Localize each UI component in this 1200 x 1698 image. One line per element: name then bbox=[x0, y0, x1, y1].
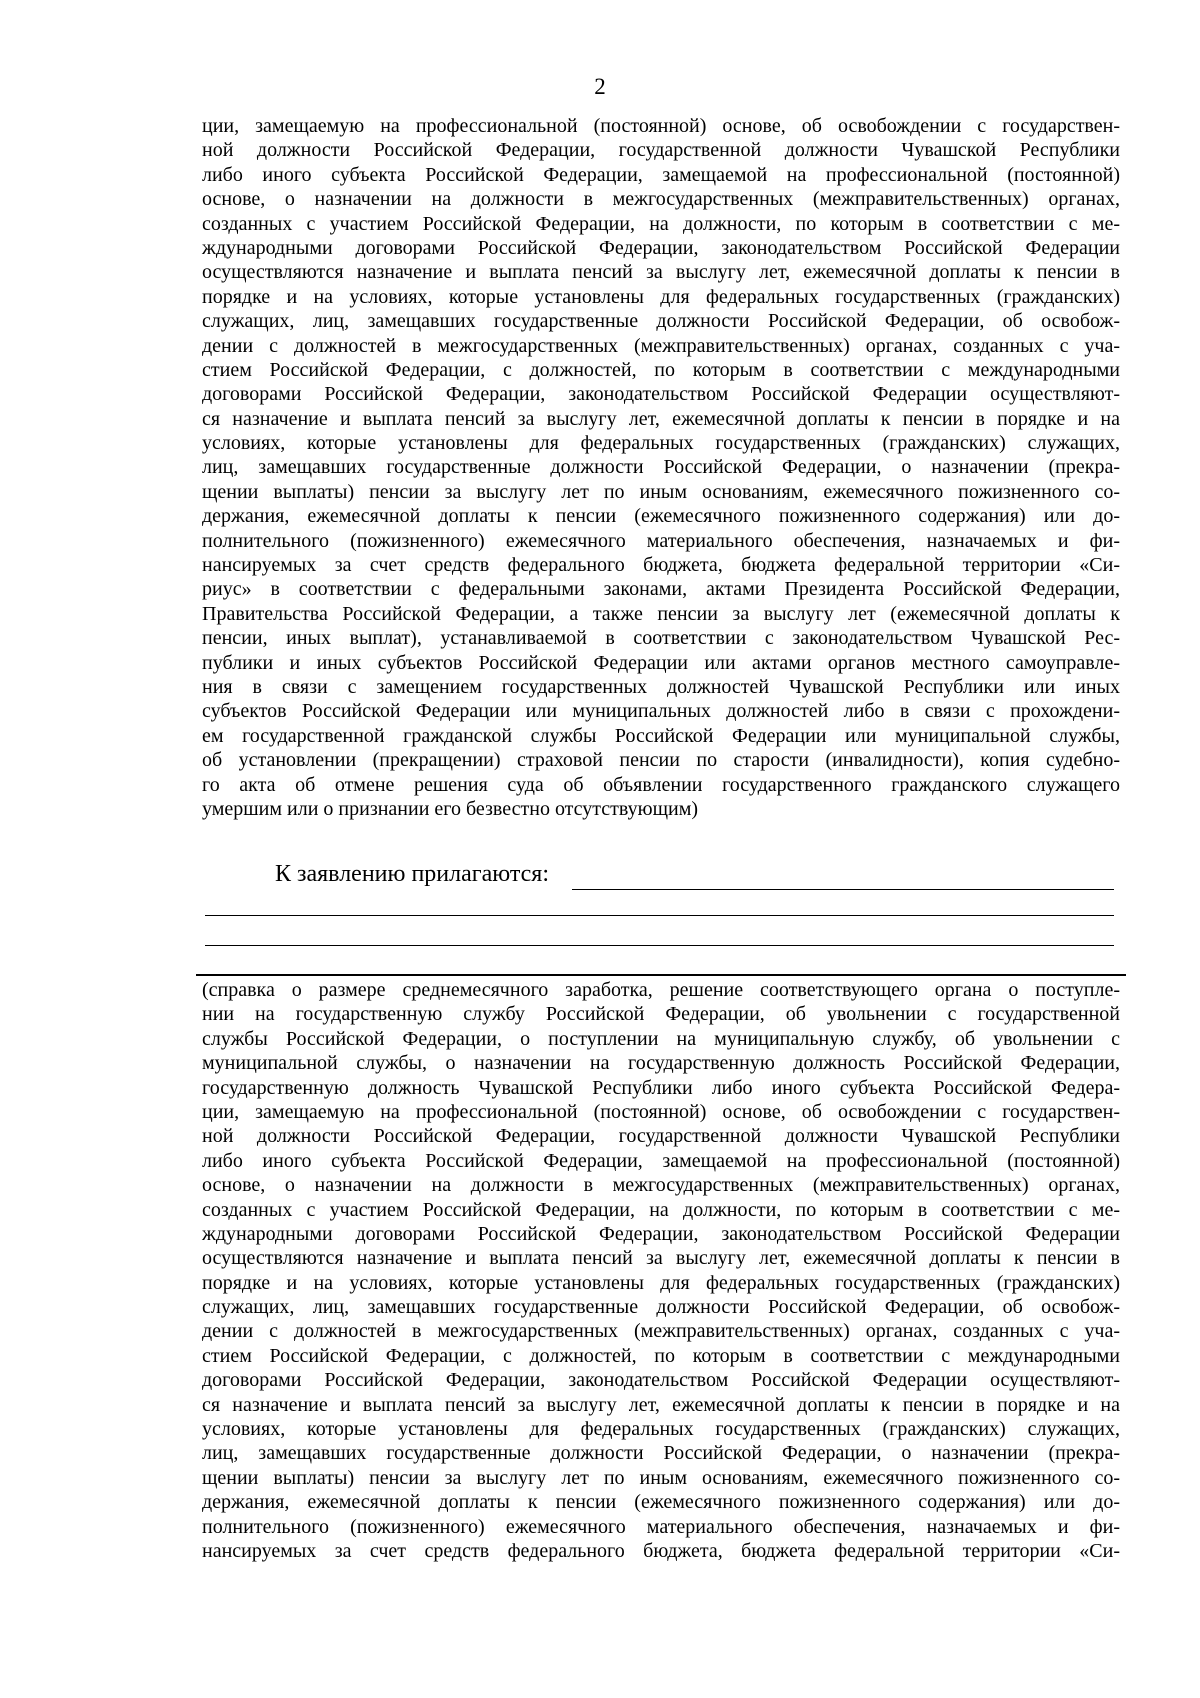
text-line: щении выплаты) пенсии за выслугу лет по иным основаниям, ежемесячного пожизненного со- bbox=[202, 480, 1120, 503]
text-line: ждународными договорами Российской Федерации, законодательством Российской Федерации bbox=[202, 236, 1120, 259]
text-line: ции, замещаемую на профессиональной (постоянной) основе, об освобождении с государствен- bbox=[202, 115, 1120, 137]
text-line: нии на государственную службу Российской Федерации, об увольнении с государственной bbox=[202, 1003, 1120, 1026]
text-line: созданных с участием Российской Федерации, на должности, по которым в соответствии с ме- bbox=[202, 212, 1120, 235]
text-line: договорами Российской Федерации, законодательством Российской Федерации осуществляют- bbox=[202, 1369, 1120, 1392]
text-line: держания, ежемесячной доплаты к пенсии (ежемесячного пожизненного содержания) или до- bbox=[202, 505, 1120, 528]
text-line: лиц, замещавших государственные должности Российской Федерации, о назначении (прекра- bbox=[202, 456, 1120, 479]
text-line: щении выплаты) пенсии за выслугу лет по иным основаниям, ежемесячного пожизненного со- bbox=[202, 1466, 1120, 1489]
text-line: (справка о размере среднемесячного заработка, решение соответствующего органа о поступле- bbox=[202, 979, 1120, 1001]
text-line: ся назначение и выплата пенсий за выслугу лет, ежемесячной доплаты к пенсии в порядке и на bbox=[202, 407, 1120, 430]
text-line: стием Российской Федерации, с должностей, по которым в соответствии с международными bbox=[202, 1344, 1120, 1367]
text-line: ции, замещаемую на профессиональной (постоянной) основе, об освобождении с государствен- bbox=[202, 1100, 1120, 1123]
text-line: ся назначение и выплата пенсий за выслугу лет, ежемесячной доплаты к пенсии в порядке и на bbox=[202, 1393, 1120, 1416]
page-number: 2 bbox=[594, 74, 606, 99]
text-line: порядке и на условиях, которые установлены для федеральных государственных (гражданских) bbox=[202, 285, 1120, 308]
text-line: осуществляются назначение и выплата пенсий за выслугу лет, ежемесячной доплаты к пенсии в bbox=[202, 261, 1120, 284]
text-line: основе, о назначении на должности в межгосударственных (межправительственных) органах, bbox=[202, 188, 1120, 211]
text-line: договорами Российской Федерации, законодательством Российской Федерации осуществляют- bbox=[202, 383, 1120, 406]
text-line: субъектов Российской Федерации или муниципальных должностей либо в связи с прохождени- bbox=[202, 700, 1120, 723]
text-line: ной должности Российской Федерации, государственной должности Чувашской Республики bbox=[202, 1125, 1120, 1148]
text-line: условиях, которые установлены для федеральных государственных (гражданских) служащих, bbox=[202, 432, 1120, 455]
text-line: служащих, лиц, замещавших государственные должности Российской Федерации, об освобож- bbox=[202, 310, 1120, 333]
attachments-fill-line[interactable] bbox=[196, 974, 1126, 976]
text-line: дении с должностей в межгосударственных (межправительственных) органах, созданных с уча- bbox=[202, 334, 1120, 357]
text-line: ной должности Российской Федерации, государственной должности Чувашской Республики bbox=[202, 139, 1120, 162]
text-line: либо иного субъекта Российской Федерации, замещаемой на профессиональной (постоянной) bbox=[202, 1149, 1120, 1172]
attachments-fill-line[interactable] bbox=[572, 889, 1114, 890]
attachments-label: К заявлению прилагаются: bbox=[275, 861, 550, 887]
text-line: дении с должностей в межгосударственных (межправительственных) органах, созданных с уча- bbox=[202, 1320, 1120, 1343]
text-line: созданных с участием Российской Федерации, на должности, по которым в соответствии с ме- bbox=[202, 1198, 1120, 1221]
text-line: либо иного субъекта Российской Федерации, замещаемой на профессиональной (постоянной) bbox=[202, 163, 1120, 186]
text-line: об установлении (прекращении) страховой пенсии по старости (инвалидности), копия судебно- bbox=[202, 749, 1120, 772]
text-line: риус» в соответствии с федеральными законами, актами Президента Российской Федерации, bbox=[202, 578, 1120, 601]
text-line: осуществляются назначение и выплата пенсий за выслугу лет, ежемесячной доплаты к пенсии в bbox=[202, 1247, 1120, 1270]
text-line: лиц, замещавших государственные должности Российской Федерации, о назначении (прекра- bbox=[202, 1442, 1120, 1465]
top-paragraph bbox=[202, 114, 1120, 821]
attachments-hint-paragraph bbox=[202, 978, 1120, 1563]
text-line: нансируемых за счет средств федерального бюджета, бюджета федеральной территории «Си- bbox=[202, 554, 1120, 577]
text-line: го акта об отмене решения суда об объявлении государственного гражданского служащего bbox=[202, 773, 1120, 796]
text-line: Правительства Российской Федерации, а также пенсии за выслугу лет (ежемесячной доплаты к bbox=[202, 602, 1120, 625]
text-line: полнительного (пожизненного) ежемесячного материального обеспечения, назначаемых и фи- bbox=[202, 1515, 1120, 1538]
text-line: пенсии, иных выплат), устанавливаемой в соответствии с законодательством Чувашской Рес- bbox=[202, 627, 1120, 650]
attachments-fill-line[interactable] bbox=[205, 945, 1114, 946]
text-line: государственную должность Чувашской Республики либо иного субъекта Российской Федера- bbox=[202, 1076, 1120, 1099]
text-line: полнительного (пожизненного) ежемесячного материального обеспечения, назначаемых и фи- bbox=[202, 529, 1120, 552]
text-line: умершим или о признании его безвестно отсутствующим) bbox=[202, 797, 699, 820]
attachments-fill-line[interactable] bbox=[205, 915, 1114, 916]
text-line: публики и иных субъектов Российской Федерации или актами органов местного самоуправле- bbox=[202, 651, 1120, 674]
text-line: нансируемых за счет средств федерального бюджета, бюджета федеральной территории «Си- bbox=[202, 1539, 1120, 1562]
text-line: порядке и на условиях, которые установлены для федеральных государственных (гражданских) bbox=[202, 1271, 1120, 1294]
text-line: держания, ежемесячной доплаты к пенсии (ежемесячного пожизненного содержания) или до- bbox=[202, 1491, 1120, 1514]
text-line: основе, о назначении на должности в межгосударственных (межправительственных) органах, bbox=[202, 1174, 1120, 1197]
text-line: ждународными договорами Российской Федерации, законодательством Российской Федерации bbox=[202, 1222, 1120, 1245]
text-line: ем государственной гражданской службы Российской Федерации или муниципальной службы, bbox=[202, 724, 1120, 747]
text-line: службы Российской Федерации, о поступлении на муниципальную службу, об увольнении с bbox=[202, 1027, 1120, 1050]
text-line: служащих, лиц, замещавших государственные должности Российской Федерации, об освобож- bbox=[202, 1296, 1120, 1319]
text-line: ния в связи с замещением государственных должностей Чувашской Республики или иных bbox=[202, 675, 1120, 698]
text-line: муниципальной службы, о назначении на государственную должность Российской Федерации, bbox=[202, 1052, 1120, 1075]
text-line: условиях, которые установлены для федеральных государственных (гражданских) служащих, bbox=[202, 1418, 1120, 1441]
text-line: стием Российской Федерации, с должностей, по которым в соответствии с международными bbox=[202, 358, 1120, 381]
